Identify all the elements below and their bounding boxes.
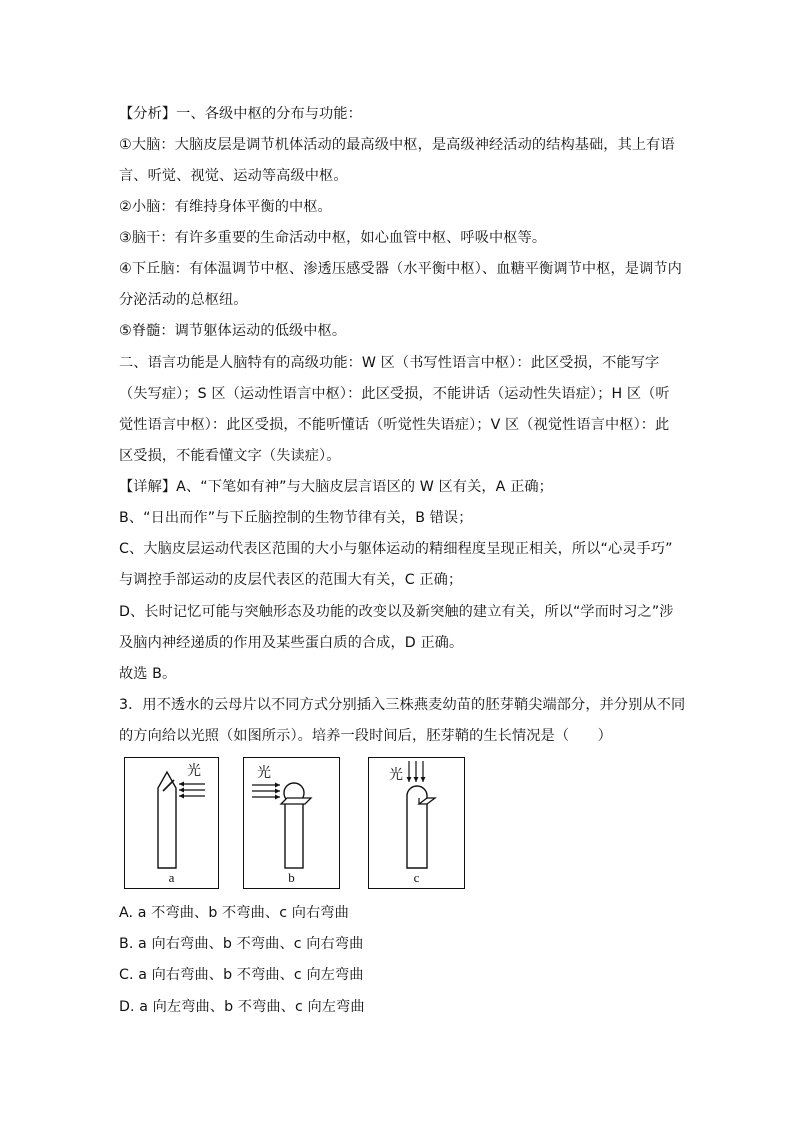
analysis-line: （失写症）；S 区（运动性语言中枢）：此区受损，不能讲话（运动性失语症）；H 区（听 [119,386,670,402]
analysis-line: D、长时记忆可能与突触形态及功能的改变以及新突触的建立有关，所以“学而时习之”涉 [119,604,674,620]
figure-a [124,757,219,889]
analysis-line: ①大脑：大脑皮层是调节机体活动的最高级中枢，是高级神经活动的结构基础，其上有语 [119,137,675,153]
figure-label: a [168,870,175,885]
option-c[interactable]: C. a 向右弯曲、b 不弯曲、c 向左弯曲 [119,967,364,983]
analysis-line: 分泌活动的总枢纽。 [119,292,248,308]
analysis-line: ④下丘脑：有体温调节中枢、渗透压感受器（水平衡中枢）、血糖平衡调节中枢，是调节内 [119,261,682,277]
analysis-line: B、“日出而作”与下丘脑控制的生物节律有关，B 错误； [119,510,473,526]
figure-label: c [413,870,420,885]
analysis-line: ⑤脊髓：调节躯体运动的低级中枢。 [119,323,347,339]
analysis-line: 二、语言功能是人脑特有的高级功能：W 区（书写性语言中枢）：此区受损，不能写字 [119,355,660,371]
option-d[interactable]: D. a 向左弯曲、b 不弯曲、c 向左弯曲 [119,999,365,1015]
figure-b [243,757,340,889]
analysis-line: 故选 B。 [119,666,177,682]
analysis-line: 【详解】A、“下笔如有神”与大脑皮层言语区的 W 区有关，A 正确； [119,479,553,495]
option-a[interactable]: A. a 不弯曲、b 不弯曲、c 向右弯曲 [119,905,349,921]
question-stem-line: 3．用不透水的云母片以不同方式分别插入三株燕麦幼苗的胚芽鞘尖端部分，并分别从不同 [119,697,686,713]
light-label: 光 [257,765,271,781]
analysis-line: 区受损，不能看懂文字（失读症）。 [119,448,341,464]
figure-label: b [288,870,295,885]
question-stem-line: 的方向给以光照（如图所示）。培养一段时间后，胚芽鞘的生长情况是（ ） [119,728,612,744]
light-label: 光 [389,767,403,783]
analysis-line: ③脑干：有许多重要的生命活动中枢，如心血管中枢、呼吸中枢等。 [119,230,547,246]
light-label: 光 [187,763,201,779]
analysis-line: 【分析】一、各级中枢的分布与功能： [119,106,362,122]
analysis-line: 及脑内神经递质的作用及某些蛋白质的合成，D 正确。 [119,635,464,651]
option-b[interactable]: B. a 向右弯曲、b 不弯曲、c 向右弯曲 [119,936,364,952]
analysis-line: 言、听觉、视觉、运动等高级中枢。 [119,168,348,184]
figure-c [368,757,465,889]
analysis-line: 觉性语言中枢）：此区受损，不能听懂话（听觉性失语症）；V 区（视觉性语言中枢）：此 [119,417,670,433]
analysis-line: ②小脑：有维持身体平衡的中枢。 [119,199,332,215]
analysis-line: 与调控手部运动的皮层代表区的范围大有关，C 正确； [119,572,463,588]
analysis-line: C、大脑皮层运动代表区范围的大小与躯体运动的精细程度呈现正相关，所以“心灵手巧” [119,541,673,557]
